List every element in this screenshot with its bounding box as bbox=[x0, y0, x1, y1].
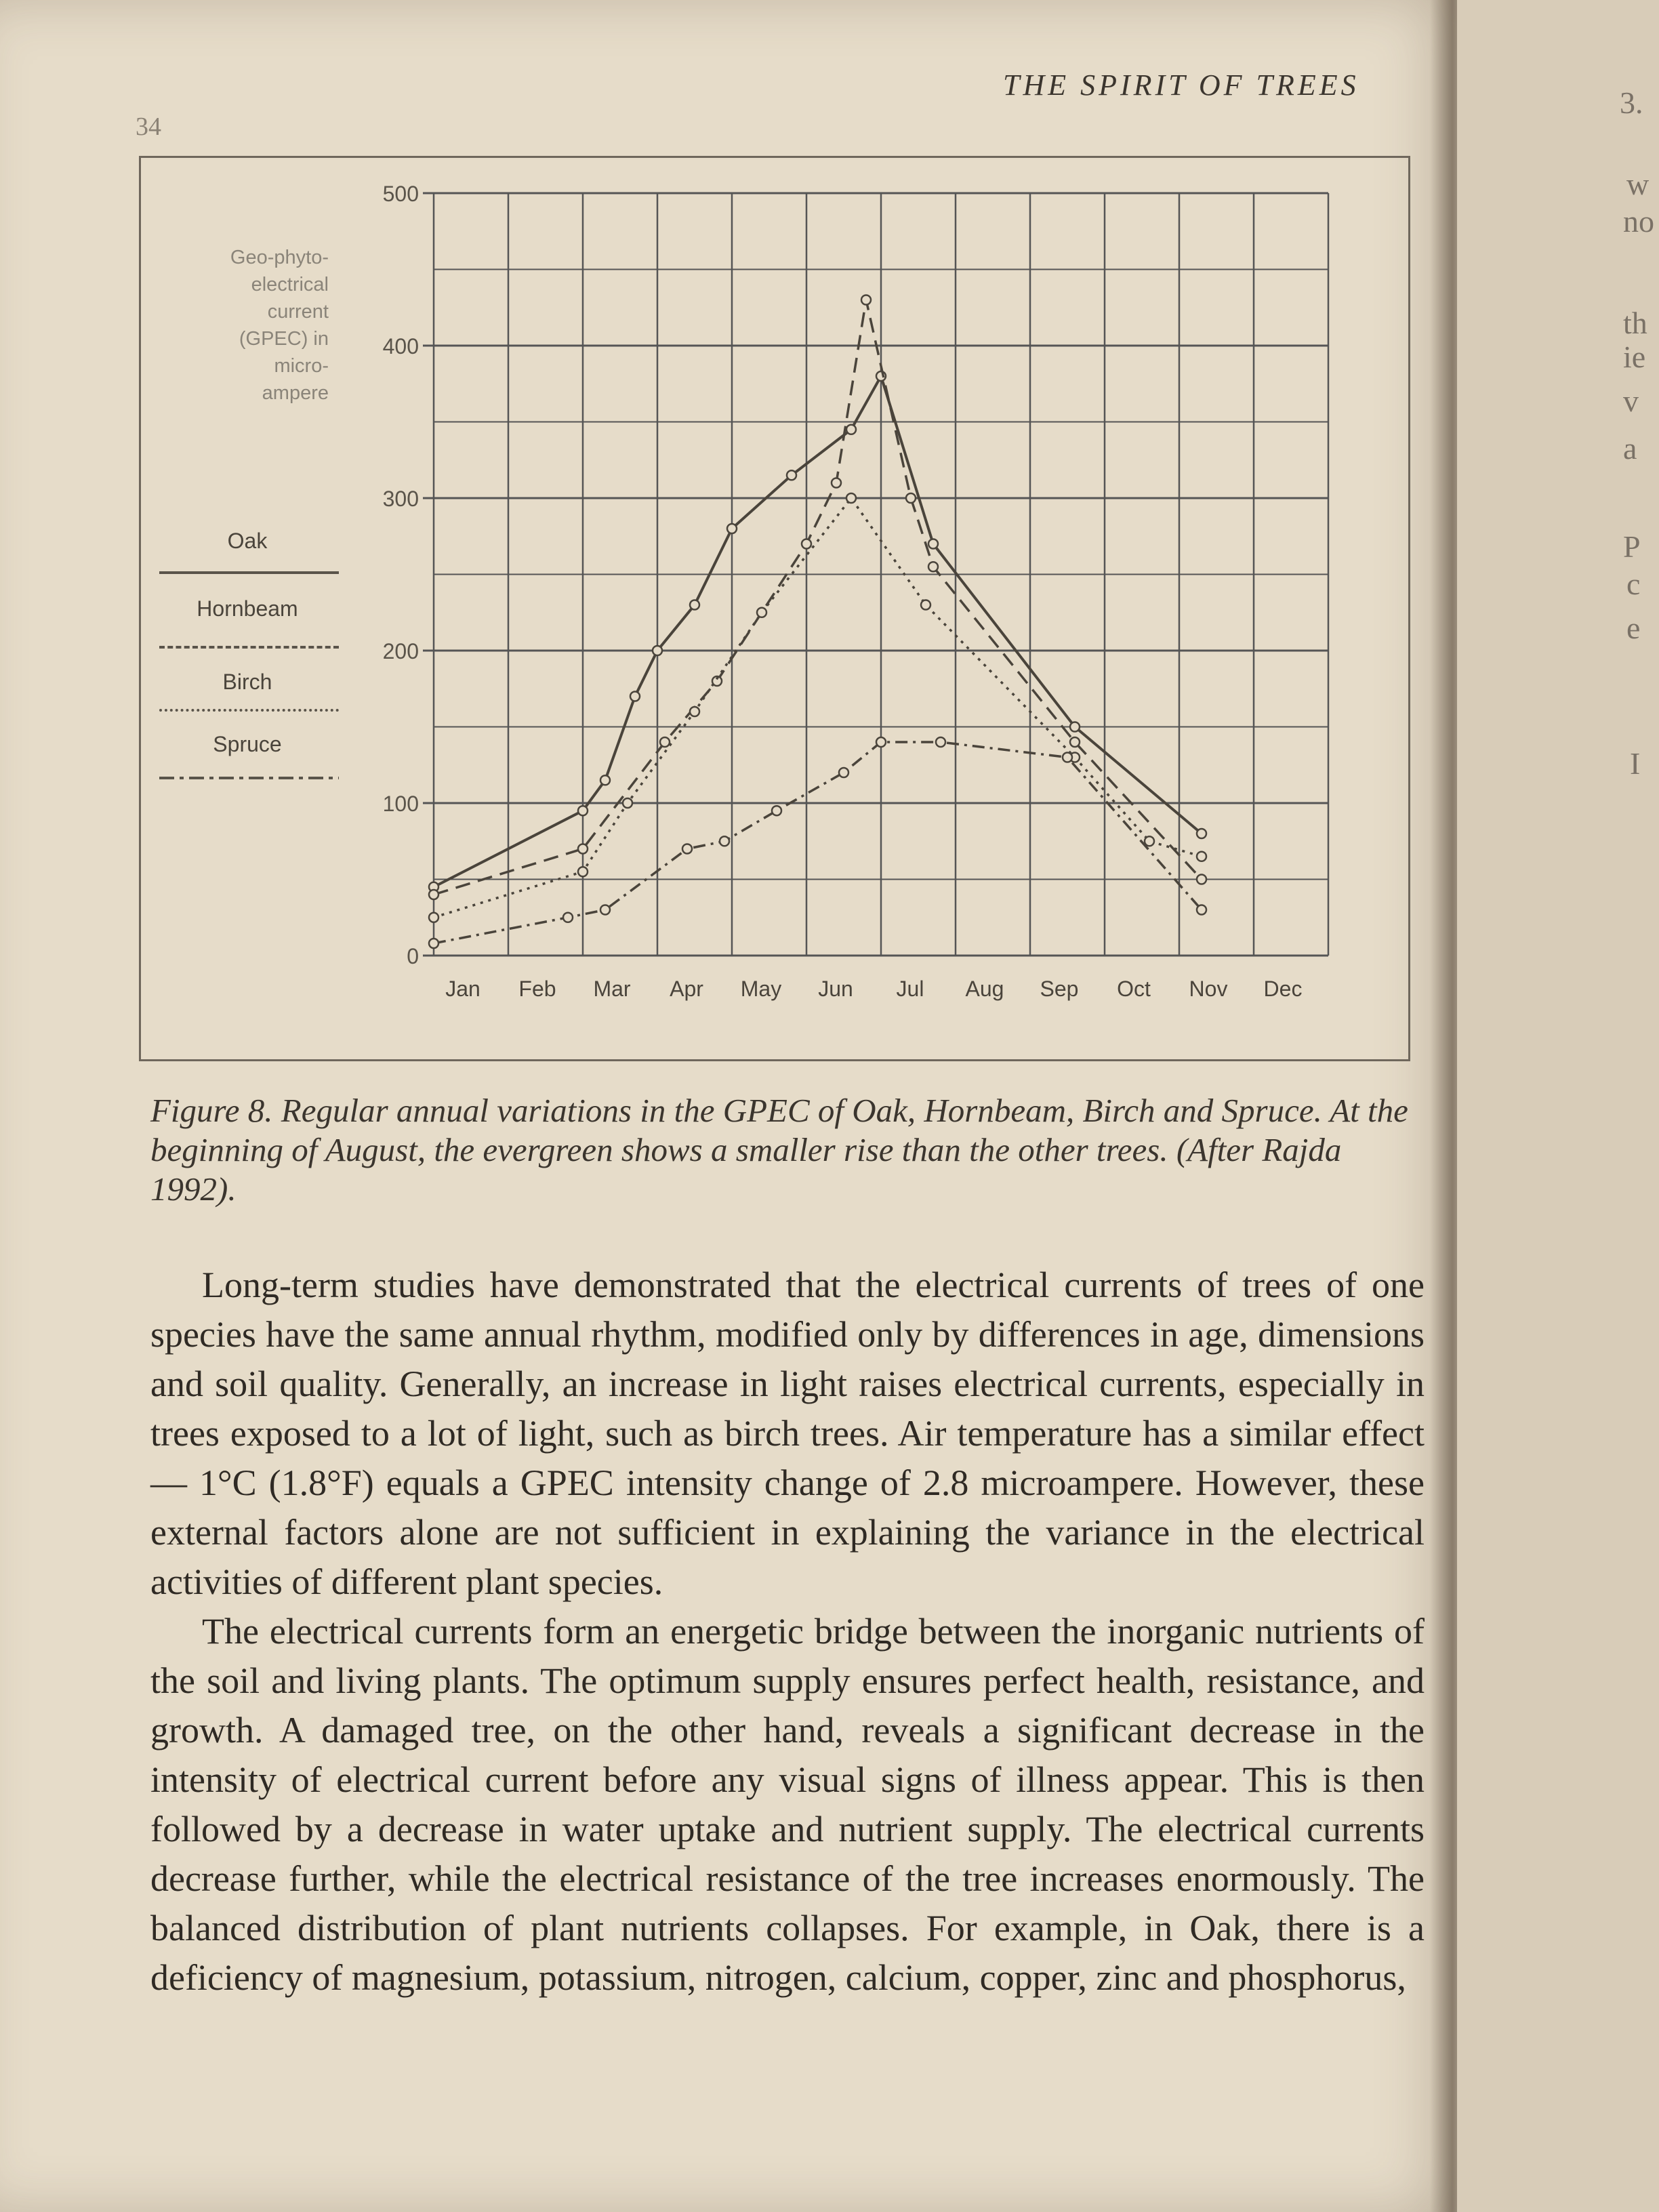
y-axis-label-line: micro- bbox=[274, 355, 329, 377]
right-page-fragment: v bbox=[1623, 384, 1639, 418]
page-number: 34 bbox=[136, 112, 161, 141]
data-point-birch bbox=[429, 913, 438, 922]
data-point-hornbeam bbox=[906, 493, 916, 503]
data-point-oak bbox=[727, 524, 737, 533]
y-axis-label-line: ampere bbox=[262, 382, 329, 404]
data-point-spruce bbox=[429, 939, 438, 948]
data-point-spruce bbox=[772, 806, 781, 815]
legend-label-spruce: Spruce bbox=[213, 732, 282, 756]
paragraph: Long-term studies have demonstrated that the electrical currents of trees of one species have the same annual rhythm, modified only by differences in age, dimensions and soil quality. Generally, an increase in light raises electrical currents, especially in trees exposed to a lot of light, such as birch trees. Air temperature has a similar effect — 1°C (1.8°F) equals a GPEC intensity change of 2.8 microampere. However, these external factors alone are not sufficient in explaining the variance in the electrical activities of different plant species. bbox=[150, 1265, 1425, 1602]
data-point-spruce bbox=[839, 768, 848, 777]
right-page-fragment: th bbox=[1623, 306, 1647, 340]
data-point-birch bbox=[1197, 852, 1206, 861]
x-tick-label: Jul bbox=[896, 977, 924, 1001]
y-axis-label-line: electrical bbox=[251, 274, 329, 295]
x-tick-label: Jun bbox=[818, 977, 853, 1001]
data-point-hornbeam bbox=[1197, 875, 1206, 884]
data-point-birch bbox=[623, 798, 632, 808]
series-line-hornbeam bbox=[434, 300, 1202, 895]
y-axis-label-line: current bbox=[267, 301, 329, 323]
legend-label-birch: Birch bbox=[222, 670, 272, 694]
data-point-spruce bbox=[1197, 905, 1206, 915]
x-tick-label: Apr bbox=[670, 977, 703, 1001]
right-page-fragment: ie bbox=[1623, 340, 1646, 374]
right-page-fragment: e bbox=[1626, 611, 1641, 645]
y-tick-label: 0 bbox=[407, 944, 419, 968]
book-page-right bbox=[1457, 0, 1659, 2212]
right-page-fragment: 3. bbox=[1620, 85, 1643, 120]
data-point-oak bbox=[1070, 722, 1080, 732]
y-tick-label: 200 bbox=[382, 639, 419, 663]
x-tick-label: Dec bbox=[1263, 977, 1303, 1001]
right-page-fragment: c bbox=[1626, 567, 1641, 601]
series-line-spruce bbox=[434, 742, 1202, 943]
right-page-fragment: w bbox=[1626, 167, 1650, 201]
right-page-fragment: a bbox=[1623, 431, 1637, 466]
data-point-spruce bbox=[720, 836, 729, 846]
y-tick-label: 100 bbox=[382, 792, 419, 816]
y-axis-label-line: Geo-phyto- bbox=[230, 247, 329, 268]
series-line-birch bbox=[434, 498, 1202, 918]
figure-caption: Figure 8. Regular annual variations in the GPEC of Oak, Hornbeam, Birch and Spruce. At the beginning of August, the evergreen shows a smaller rise than the other trees. (After Rajda 1992). bbox=[150, 1092, 1408, 1208]
data-point-hornbeam bbox=[1070, 737, 1080, 747]
x-tick-label: May bbox=[740, 977, 782, 1001]
data-point-spruce bbox=[936, 737, 945, 747]
data-point-hornbeam bbox=[429, 890, 438, 899]
x-tick-label: Feb bbox=[518, 977, 556, 1001]
data-point-birch bbox=[1145, 836, 1154, 846]
data-point-hornbeam bbox=[861, 295, 871, 305]
data-point-spruce bbox=[876, 737, 886, 747]
series-line-oak bbox=[434, 376, 1202, 887]
data-point-birch bbox=[578, 867, 588, 876]
data-point-oak bbox=[600, 775, 610, 785]
data-point-hornbeam bbox=[578, 844, 588, 854]
data-point-birch bbox=[921, 600, 930, 610]
x-tick-label: Mar bbox=[593, 977, 631, 1001]
y-axis-label-line: (GPEC) in bbox=[239, 328, 329, 350]
data-point-birch bbox=[846, 493, 856, 503]
data-point-oak bbox=[846, 425, 856, 434]
x-tick-label: Oct bbox=[1117, 977, 1151, 1001]
y-tick-label: 400 bbox=[382, 334, 419, 359]
data-point-spruce bbox=[1063, 753, 1072, 762]
data-point-hornbeam bbox=[802, 539, 811, 549]
legend-label-hornbeam: Hornbeam bbox=[197, 596, 298, 621]
data-point-spruce bbox=[563, 913, 573, 922]
data-point-oak bbox=[928, 539, 938, 549]
body-text bbox=[150, 1261, 1425, 2003]
data-point-oak bbox=[630, 692, 640, 701]
data-point-birch bbox=[690, 707, 699, 716]
data-point-hornbeam bbox=[928, 562, 938, 571]
y-tick-label: 300 bbox=[382, 487, 419, 511]
legend-label-oak: Oak bbox=[227, 529, 268, 553]
data-point-hornbeam bbox=[832, 478, 841, 488]
chart-plot bbox=[0, 0, 1457, 1084]
data-point-oak bbox=[578, 806, 588, 815]
data-point-hornbeam bbox=[660, 737, 670, 747]
data-point-oak bbox=[1197, 829, 1206, 838]
x-tick-label: Nov bbox=[1189, 977, 1228, 1001]
right-page-fragment: I bbox=[1630, 746, 1641, 781]
x-tick-label: Sep bbox=[1040, 977, 1079, 1001]
data-point-spruce bbox=[600, 905, 610, 915]
running-head: THE SPIRIT OF TREES bbox=[1003, 68, 1359, 102]
data-point-oak bbox=[653, 646, 662, 655]
data-point-oak bbox=[690, 600, 699, 610]
right-page-fragment: no bbox=[1623, 204, 1654, 239]
x-tick-label: Jan bbox=[445, 977, 480, 1001]
paragraph: The electrical currents form an energetic bridge between the inorganic nutrients of the soil and living plants. The optimum supply ensures perfect health, resistance, and growth. A damaged tree, on the other hand, reveals a significant decrease in the intensity of electrical current before any visual signs of illness appear. This is then followed by a decrease in water uptake and nutrient supply. The electrical currents decrease further, while the electrical resistance of the tree increases enormously. The balanced distribution of plant nutrients collapses. For example, in Oak, there is a deficiency of magnesium, potassium, nitrogen, calcium, copper, zinc and phosphorus, bbox=[150, 1611, 1425, 1998]
x-tick-label: Aug bbox=[965, 977, 1004, 1001]
data-point-oak bbox=[787, 470, 796, 480]
y-tick-label: 500 bbox=[382, 182, 419, 206]
right-page-fragment: P bbox=[1623, 529, 1641, 564]
data-point-spruce bbox=[682, 844, 692, 854]
data-point-birch bbox=[757, 608, 766, 617]
